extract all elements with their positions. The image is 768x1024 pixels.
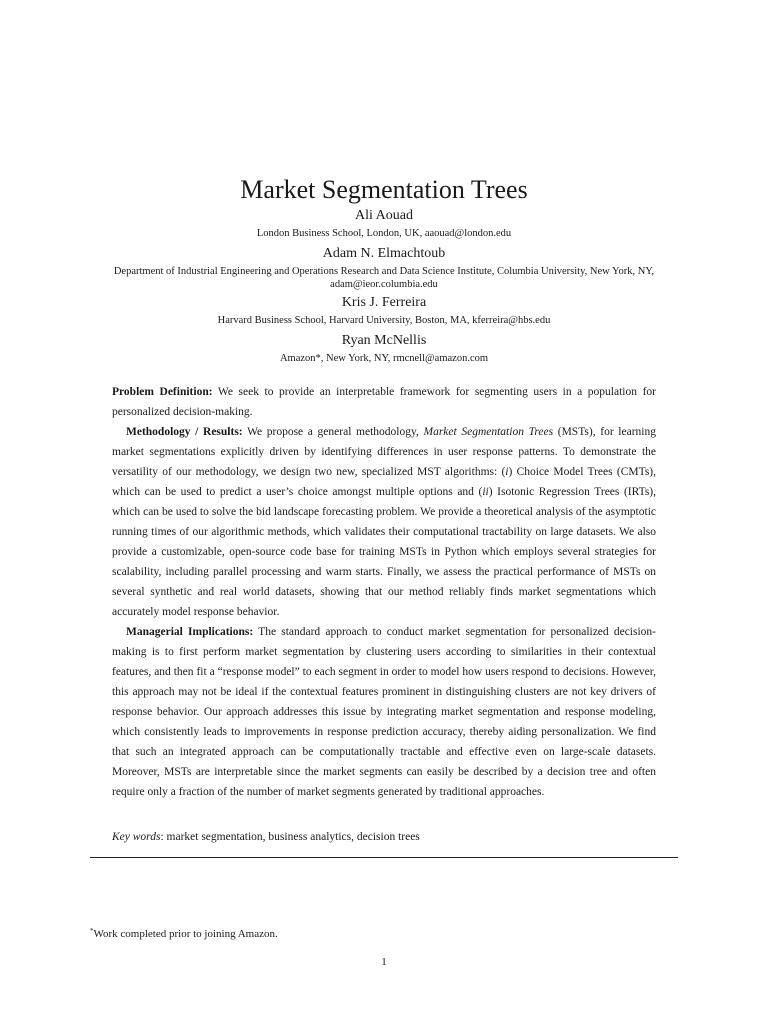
problem-definition-label: Problem Definition: <box>112 386 213 398</box>
author-affiliation: Amazon*, New York, NY, rmcnell@amazon.com <box>279 353 489 364</box>
keywords <box>112 828 420 846</box>
author-name: Adam N. Elmachtoub <box>322 246 446 261</box>
methodology-paragraph <box>112 422 656 622</box>
problem-definition-text: We seek to provide an interpretable framework for segmenting users in a population for personalized decision-making. <box>112 386 656 418</box>
author-3 <box>0 294 768 327</box>
keywords-colon: : <box>160 831 167 843</box>
managerial-implications-label: Managerial Implications: <box>126 626 254 638</box>
footnote <box>90 924 278 941</box>
section-divider <box>90 857 678 858</box>
methodology-text: ) Choice Model Trees (CMTs), which can be used to predict a user’s choice amongst multiple options and ( <box>112 466 657 498</box>
author-affiliation-email: adam@ieor.columbia.edu <box>330 279 438 290</box>
methodology-text: ) Isotonic Regression Trees (IRTs), which can be used to solve the bid landscape forecasting problem. We provide a theoretical analysis of the asymptotic running times of our algorithmic methods, which validates their computational tractability on large datasets. We also provide a customizable, open-source code base for training MSTs in Python which employs several strategies for scalability, including parallel processing and warm starts. Finally, we assess the practical performance of MSTs on several synthetic and real world datasets, showing that our method reliably finds market segmentations which accurately model response behavior. <box>112 486 656 618</box>
author-affiliation: Department of Industrial Engineering and Operations Research and Data Science Institute, Columbia University, New York, NY, <box>113 266 655 277</box>
managerial-implications-paragraph <box>112 622 656 802</box>
author-name: Ryan McNellis <box>341 333 427 348</box>
keywords-label: Key words <box>112 831 161 843</box>
methodology-text: (MSTs), for learning market segmentations explicitly driven by identifying differences in user response patterns. To demonstrate the versatility of our methodology, we design two new, specialized MST algorithms: ( <box>112 426 656 478</box>
keywords-text: market segmentation, business analytics, decision trees <box>166 831 420 843</box>
author-name: Kris J. Ferreira <box>341 295 427 310</box>
methodology-label: Methodology / Results: <box>126 426 243 438</box>
abstract <box>112 382 656 802</box>
author-affiliation: Harvard Business School, Harvard University, Boston, MA, kferreira@hbs.edu <box>217 315 551 326</box>
author-4 <box>0 332 768 365</box>
problem-definition-paragraph <box>112 382 656 422</box>
methodology-emphasis: Market Segmentation Trees <box>423 426 554 438</box>
author-2 <box>0 245 768 291</box>
author-name: Ali Aouad <box>355 208 413 223</box>
methodology-text: We propose a general methodology, <box>242 426 424 438</box>
footnote-mark: * <box>90 927 94 935</box>
author-1 <box>0 207 768 240</box>
roman-numeral-ii: ii <box>482 486 489 498</box>
paper-title: Market Segmentation Trees <box>240 175 528 205</box>
page-number: 1 <box>381 956 387 968</box>
roman-numeral-i: i <box>505 466 509 478</box>
footnote-text: Work completed prior to joining Amazon. <box>93 928 278 940</box>
author-affiliation: London Business School, London, UK, aaouad@london.edu <box>256 228 512 239</box>
managerial-implications-text: The standard approach to conduct market segmentation for personalized decision-making is to first perform market segmentation by clustering users according to similarities in their contextual features, and then fit a “response model” to each segment in order to model how users respond to decisions. However, this approach may not be ideal if the contextual features prominent in distinguishing clusters are not key drivers of response behavior. Our approach addresses this issue by integrating market segmentation and response modeling, which consistently leads to improvements in response prediction accuracy, thereby aiding personalization. We find that such an integrated approach can be computationally tractable and effective even on large-scale datasets. Moreover, MSTs are interpretable since the market segments can easily be described by a decision tree and often require only a fraction of the number of market segments generated by traditional approaches. <box>112 626 656 798</box>
